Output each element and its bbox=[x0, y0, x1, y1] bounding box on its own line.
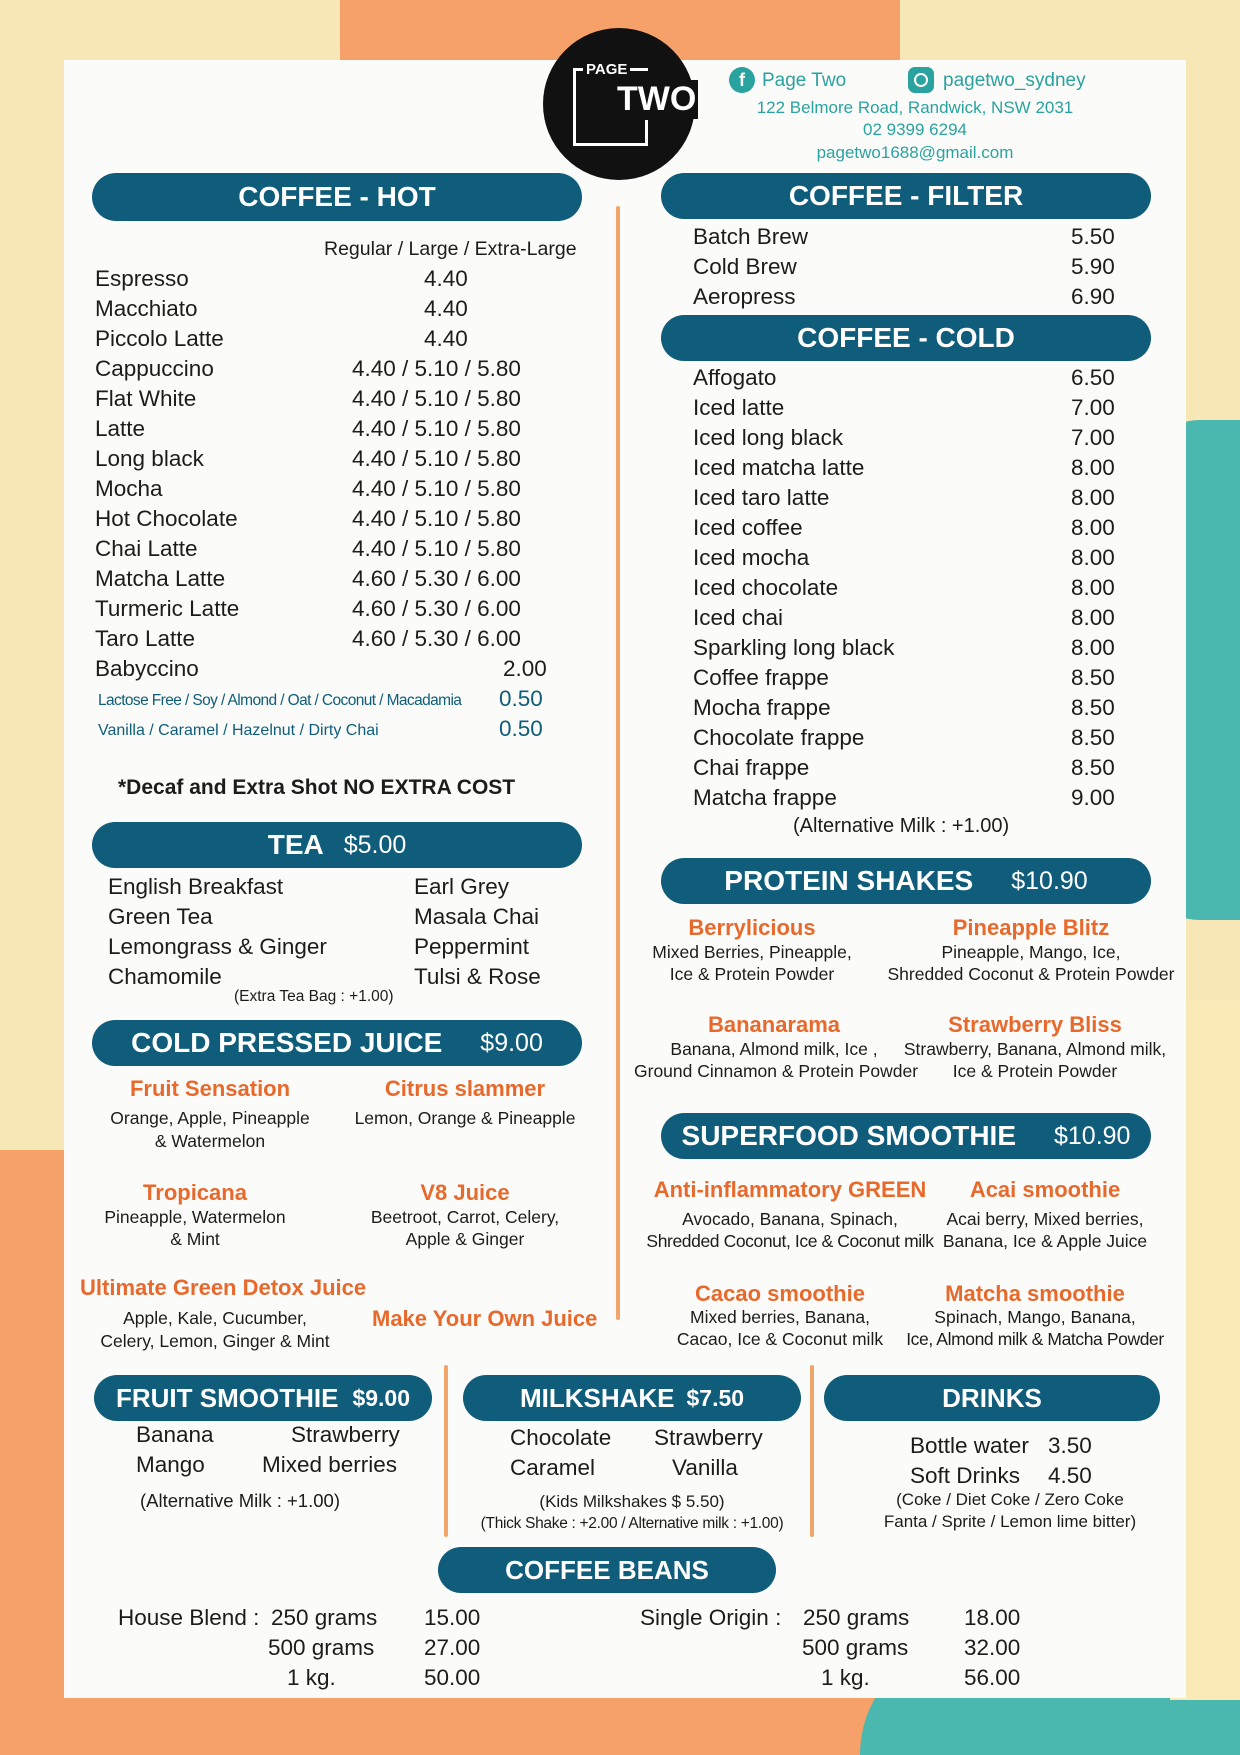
hot-item-price: 4.40 / 5.10 / 5.80 bbox=[352, 446, 521, 471]
cold-item-price: 8.00 bbox=[1071, 635, 1115, 660]
hot-item-name: Long black bbox=[95, 446, 204, 471]
cold-item-name: Iced latte bbox=[693, 395, 785, 420]
milk-price: 0.50 bbox=[499, 686, 543, 711]
cold-item-name: Mocha frappe bbox=[693, 695, 831, 720]
divider-smoothie-milkshake bbox=[444, 1365, 448, 1537]
hot-item-name: Latte bbox=[95, 416, 146, 441]
drinks-header bbox=[824, 1375, 1160, 1421]
cold-item-price: 8.00 bbox=[1071, 485, 1115, 510]
cold-item-price: 8.00 bbox=[1071, 455, 1115, 480]
tea-note: (Extra Tea Bag : +1.00) bbox=[234, 988, 394, 1005]
filter-item-name: Aeropress bbox=[693, 284, 796, 309]
fruit-smoothie-item: Banana bbox=[136, 1422, 214, 1447]
fruit-smoothie-item: Mango bbox=[136, 1452, 205, 1477]
cold-item-price: 8.00 bbox=[1071, 545, 1115, 570]
milk-options: Lactose Free / Soy / Almond / Oat / Coconut / Macadamia bbox=[98, 692, 462, 709]
logo-big-text: TWO bbox=[617, 80, 697, 118]
hot-item-price: 4.60 / 5.30 / 6.00 bbox=[352, 566, 521, 591]
milkshake-item: Caramel bbox=[510, 1455, 596, 1480]
milkshake-item: Chocolate bbox=[510, 1425, 612, 1450]
coffee-cold-header bbox=[661, 315, 1151, 361]
tea-item: Chamomile bbox=[108, 964, 222, 989]
juice-desc: Apple & Ginger bbox=[405, 1229, 525, 1249]
filter-item-price: 5.90 bbox=[1071, 254, 1115, 279]
hot-item-price: 4.40 bbox=[424, 296, 468, 321]
hot-item-price: 4.40 / 5.10 / 5.80 bbox=[352, 386, 521, 411]
protein-name: Bananarama bbox=[707, 1012, 841, 1037]
phone: 02 9399 6294 bbox=[863, 120, 967, 139]
milkshake-header bbox=[463, 1375, 801, 1421]
cold-item-price: 8.00 bbox=[1071, 575, 1115, 600]
tea-price: $5.00 bbox=[343, 830, 407, 859]
hot-item-name: Piccolo Latte bbox=[95, 326, 224, 351]
cold-item-name: Iced chocolate bbox=[693, 575, 839, 600]
superfood-price: $10.90 bbox=[1054, 1121, 1131, 1150]
hot-item-price: 2.00 bbox=[503, 656, 547, 681]
single-weight: 250 grams bbox=[803, 1605, 910, 1630]
cold-item-price: 7.00 bbox=[1071, 425, 1115, 450]
fruit-smoothie-note: (Alternative Milk : +1.00) bbox=[140, 1490, 340, 1511]
drinks-title: DRINKS bbox=[942, 1382, 1042, 1413]
house-price: 27.00 bbox=[424, 1635, 481, 1660]
cold-item-price: 8.50 bbox=[1071, 725, 1115, 750]
decaf-note: *Decaf and Extra Shot NO EXTRA COST bbox=[118, 776, 516, 799]
fruit-smoothie-title: FRUIT SMOOTHIE bbox=[116, 1382, 339, 1413]
hot-item-price: 4.40 / 5.10 / 5.80 bbox=[352, 476, 521, 501]
tea-title: TEA bbox=[267, 829, 324, 860]
tea-item: Masala Chai bbox=[414, 904, 540, 929]
drinks-item-price: 3.50 bbox=[1048, 1433, 1092, 1458]
cold-item-name: Coffee frappe bbox=[693, 665, 829, 690]
juice-header bbox=[92, 1020, 582, 1066]
superfood-title: SUPERFOOD SMOOTHIE bbox=[681, 1120, 1016, 1151]
size-header: Regular / Large / Extra-Large bbox=[324, 238, 577, 260]
protein-desc: Ice & Protein Powder bbox=[952, 1061, 1118, 1081]
milkshake-item: Strawberry bbox=[654, 1425, 763, 1450]
coffee-filter-header bbox=[661, 173, 1151, 219]
superfood-name: Cacao smoothie bbox=[695, 1281, 865, 1306]
cold-item-price: 8.00 bbox=[1071, 605, 1115, 630]
syrup-options: Vanilla / Caramel / Hazelnut / Dirty Chai bbox=[98, 722, 379, 739]
facebook-link[interactable]: Page Two bbox=[762, 70, 847, 91]
superfood-desc: Shredded Coconut, Ice & Coconut milk bbox=[646, 1231, 934, 1251]
superfood-desc: Acai berry, Mixed berries, bbox=[946, 1209, 1144, 1229]
single-origin-label: Single Origin : bbox=[640, 1605, 782, 1630]
facebook-icon[interactable]: f bbox=[729, 67, 755, 93]
cold-note: (Alternative Milk : +1.00) bbox=[793, 815, 1010, 837]
fruit-smoothie-header bbox=[94, 1375, 432, 1421]
protein-name: Berrylicious bbox=[688, 915, 816, 940]
instagram-icon[interactable] bbox=[908, 67, 934, 93]
protein-desc: Ice & Protein Powder bbox=[669, 964, 835, 984]
cold-item-name: Iced matcha latte bbox=[693, 455, 865, 480]
hot-item-name: Cappuccino bbox=[95, 356, 214, 381]
logo bbox=[543, 28, 695, 180]
superfood-desc: Avocado, Banana, Spinach, bbox=[682, 1209, 898, 1229]
milkshake-item: Vanilla bbox=[672, 1455, 738, 1480]
juice-desc: Orange, Apple, Pineapple bbox=[110, 1108, 310, 1128]
hot-item-name: Matcha Latte bbox=[95, 566, 226, 591]
milkshake-note: (Kids Milkshakes $ 5.50) bbox=[539, 1492, 725, 1511]
juice-desc: Lemon, Orange & Pineapple bbox=[354, 1108, 576, 1128]
center-divider bbox=[616, 206, 620, 1320]
instagram-link[interactable]: pagetwo_sydney bbox=[943, 70, 1086, 91]
hot-item-name: Hot Chocolate bbox=[95, 506, 238, 531]
cold-item-price: 8.50 bbox=[1071, 695, 1115, 720]
filter-item-name: Batch Brew bbox=[693, 224, 809, 249]
single-price: 56.00 bbox=[964, 1665, 1021, 1690]
juice-name: Ultimate Green Detox Juice bbox=[80, 1275, 367, 1300]
logo-frame-right bbox=[645, 120, 648, 143]
juice-name: V8 Juice bbox=[420, 1180, 510, 1205]
hot-item-name: Macchiato bbox=[95, 296, 198, 321]
filter-item-price: 5.50 bbox=[1071, 224, 1115, 249]
tea-header bbox=[92, 822, 582, 868]
cold-item-name: Matcha frappe bbox=[693, 785, 837, 810]
milkshake-title: MILKSHAKE bbox=[519, 1382, 675, 1413]
protein-desc: Strawberry, Banana, Almond milk, bbox=[903, 1039, 1167, 1059]
hot-item-price: 4.40 / 5.10 / 5.80 bbox=[352, 416, 521, 441]
cold-item-name: Affogato bbox=[693, 365, 777, 390]
juice-desc: & Mint bbox=[170, 1229, 220, 1249]
hot-item-name: Flat White bbox=[95, 386, 197, 411]
hot-item-name: Turmeric Latte bbox=[95, 596, 240, 621]
cold-item-name: Iced mocha bbox=[693, 545, 810, 570]
hot-item-price: 4.60 / 5.30 / 6.00 bbox=[352, 626, 521, 651]
instagram-lens bbox=[914, 73, 928, 87]
tea-item: English Breakfast bbox=[108, 874, 284, 899]
juice-desc: Beetroot, Carrot, Celery, bbox=[370, 1207, 560, 1227]
bg-shape-orange-left bbox=[0, 1150, 70, 1755]
superfood-header bbox=[661, 1113, 1151, 1159]
hot-item-name: Chai Latte bbox=[95, 536, 198, 561]
logo-small-text: PAGE bbox=[583, 61, 630, 78]
coffee-hot-title: COFFEE - HOT bbox=[238, 181, 436, 212]
hot-item-price: 4.40 / 5.10 / 5.80 bbox=[352, 356, 521, 381]
hot-item-name: Espresso bbox=[95, 266, 189, 291]
fruit-smoothie-item: Strawberry bbox=[291, 1422, 400, 1447]
protein-header bbox=[661, 858, 1151, 904]
hot-item-name: Mocha bbox=[95, 476, 163, 501]
fruit-smoothie-price: $9.00 bbox=[352, 1384, 410, 1411]
cold-item-price: 7.00 bbox=[1071, 395, 1115, 420]
juice-desc: Celery, Lemon, Ginger & Mint bbox=[100, 1331, 330, 1351]
protein-name: Strawberry Bliss bbox=[948, 1012, 1122, 1037]
coffee-hot-header bbox=[92, 173, 582, 221]
juice-name: Fruit Sensation bbox=[129, 1076, 291, 1101]
tea-item: Peppermint bbox=[414, 934, 530, 959]
protein-desc: Mixed Berries, Pineapple, bbox=[652, 942, 852, 962]
tea-item: Earl Grey bbox=[414, 874, 510, 899]
juice-name: Citrus slammer bbox=[384, 1076, 546, 1101]
superfood-name: Anti-inflammatory GREEN bbox=[653, 1177, 927, 1202]
juice-price: $9.00 bbox=[480, 1028, 543, 1057]
hot-item-price: 4.60 / 5.30 / 6.00 bbox=[352, 596, 521, 621]
cold-item-name: Iced coffee bbox=[693, 515, 803, 540]
superfood-desc: Cacao, Ice & Coconut milk bbox=[676, 1329, 884, 1349]
filter-item-name: Cold Brew bbox=[693, 254, 797, 279]
single-price: 32.00 bbox=[964, 1635, 1021, 1660]
hot-item-name: Babyccino bbox=[95, 656, 199, 681]
cold-item-price: 9.00 bbox=[1071, 785, 1115, 810]
coffee-cold-title: COFFEE - COLD bbox=[797, 322, 1015, 353]
drinks-note: Fanta / Sprite / Lemon lime bitter) bbox=[883, 1512, 1137, 1531]
superfood-desc: Mixed berries, Banana, bbox=[690, 1307, 870, 1327]
drinks-note: (Coke / Diet Coke / Zero Coke bbox=[896, 1490, 1124, 1509]
divider-milkshake-drinks bbox=[810, 1365, 814, 1537]
beans-header bbox=[438, 1547, 776, 1593]
hot-item-name: Taro Latte bbox=[95, 626, 196, 651]
beans-title: COFFEE BEANS bbox=[505, 1554, 709, 1585]
cold-item-price: 8.50 bbox=[1071, 755, 1115, 780]
cold-item-name: Iced chai bbox=[693, 605, 784, 630]
protein-name: Pineapple Blitz bbox=[952, 915, 1110, 940]
cold-item-name: Iced long black bbox=[693, 425, 844, 450]
single-weight: 1 kg. bbox=[821, 1665, 870, 1690]
superfood-desc: Spinach, Mango, Banana, bbox=[934, 1307, 1136, 1327]
tea-item: Lemongrass & Ginger bbox=[108, 934, 327, 959]
protein-desc: Banana, Almond milk, Ice , bbox=[670, 1039, 878, 1059]
protein-desc: Shredded Coconut & Protein Powder bbox=[887, 964, 1175, 984]
tea-item: Tulsi & Rose bbox=[414, 964, 541, 989]
juice-desc: & Watermelon bbox=[154, 1131, 266, 1151]
make-own-juice: Make Your Own Juice bbox=[372, 1306, 598, 1331]
tea-item: Green Tea bbox=[108, 904, 213, 929]
house-weight: 500 grams bbox=[268, 1635, 375, 1660]
cold-item-name: Chocolate frappe bbox=[693, 725, 865, 750]
superfood-name: Matcha smoothie bbox=[945, 1281, 1125, 1306]
single-weight: 500 grams bbox=[802, 1635, 909, 1660]
cold-item-price: 8.00 bbox=[1071, 515, 1115, 540]
drinks-item-name: Bottle water bbox=[910, 1433, 1029, 1458]
house-price: 50.00 bbox=[424, 1665, 481, 1690]
juice-title: COLD PRESSED JUICE bbox=[131, 1027, 443, 1058]
fruit-smoothie-item: Mixed berries bbox=[262, 1452, 398, 1477]
house-weight: 250 grams bbox=[271, 1605, 378, 1630]
superfood-name: Acai smoothie bbox=[969, 1177, 1121, 1202]
juice-desc: Apple, Kale, Cucumber, bbox=[123, 1308, 307, 1328]
email: pagetwo1688@gmail.com bbox=[816, 143, 1014, 162]
drinks-item-name: Soft Drinks bbox=[910, 1463, 1021, 1488]
protein-title: PROTEIN SHAKES bbox=[724, 865, 974, 896]
hot-item-price: 4.40 / 5.10 / 5.80 bbox=[352, 536, 521, 561]
milkshake-price: $7.50 bbox=[686, 1384, 745, 1411]
address: 122 Belmore Road, Randwick, NSW 2031 bbox=[756, 98, 1074, 117]
single-price: 18.00 bbox=[964, 1605, 1021, 1630]
hot-item-price: 4.40 bbox=[424, 326, 468, 351]
juice-name: Tropicana bbox=[143, 1180, 247, 1205]
cold-item-price: 6.50 bbox=[1071, 365, 1115, 390]
hot-item-price: 4.40 / 5.10 / 5.80 bbox=[352, 506, 521, 531]
house-weight: 1 kg. bbox=[287, 1665, 336, 1690]
superfood-desc: Ice, Almond milk & Matcha Powder bbox=[906, 1329, 1164, 1349]
cold-item-price: 8.50 bbox=[1071, 665, 1115, 690]
cold-item-name: Iced taro latte bbox=[693, 485, 830, 510]
cold-item-name: Chai frappe bbox=[693, 755, 810, 780]
house-blend-label: House Blend : bbox=[118, 1605, 260, 1630]
coffee-filter-title: COFFEE - FILTER bbox=[788, 180, 1024, 211]
milkshake-note: (Thick Shake : +2.00 / Alternative milk : +1.00) bbox=[480, 1515, 784, 1532]
hot-item-price: 4.40 bbox=[424, 266, 468, 291]
superfood-desc: Banana, Ice & Apple Juice bbox=[942, 1231, 1148, 1251]
juice-desc: Pineapple, Watermelon bbox=[104, 1207, 286, 1227]
cold-item-name: Sparkling long black bbox=[693, 635, 895, 660]
drinks-item-price: 4.50 bbox=[1048, 1463, 1092, 1488]
syrup-price: 0.50 bbox=[499, 716, 543, 741]
protein-desc: Ground Cinnamon & Protein Powder bbox=[634, 1061, 919, 1081]
house-price: 15.00 bbox=[424, 1605, 481, 1630]
protein-desc: Pineapple, Mango, Ice, bbox=[941, 942, 1121, 962]
filter-item-price: 6.90 bbox=[1071, 284, 1115, 309]
protein-price: $10.90 bbox=[1011, 866, 1088, 895]
